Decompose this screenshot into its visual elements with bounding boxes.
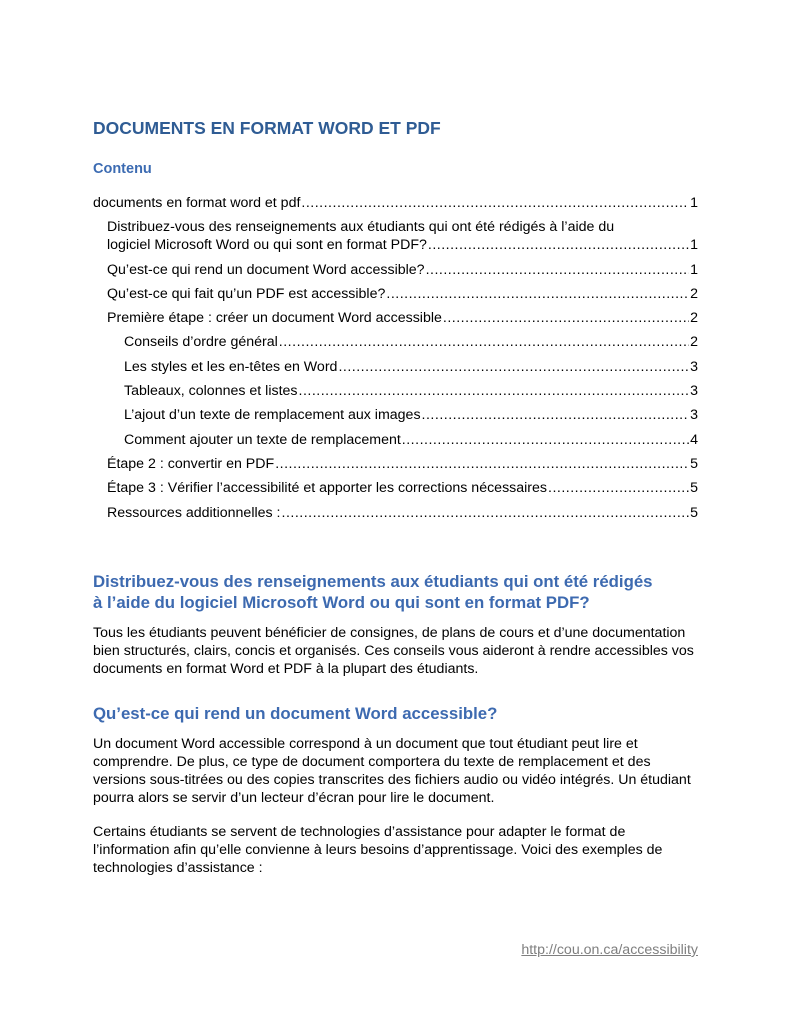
toc-page-number: 3	[690, 358, 698, 375]
toc-entry-styles[interactable]	[124, 358, 698, 376]
toc-leader-dots	[422, 406, 690, 424]
toc-entry-text: Étape 3 : Vérifier l’accessibilité et apporter les corrections nécessaires	[107, 480, 548, 497]
toc-entry-word-accessible[interactable]	[107, 261, 698, 279]
toc-entry-text: Conseils d’ordre général	[124, 334, 278, 351]
toc-leader-dots	[338, 358, 689, 376]
toc-entry-text: logiciel Microsoft Word ou qui sont en format PDF?	[107, 237, 427, 254]
toc-entry-tableaux[interactable]	[124, 382, 698, 400]
toc-entry-text: Comment ajouter un texte de remplacement	[124, 431, 401, 448]
toc-leader-dots	[402, 431, 689, 449]
toc-leader-dots	[301, 194, 689, 212]
section-paragraph: Un document Word accessible correspond à un document que tout étudiant peut lire et comprendre. De plus, ce type de document comportera du texte de remplacement et des versions sous-titrées ou des copies transcrites des fichiers audio ou vidéo intégrés. Un étudiant pourra alors se servir d’un lecteur d’écran pour lire le document.	[93, 736, 691, 806]
toc-leader-dots	[428, 236, 689, 254]
footer-accessibility-link[interactable]: http://cou.on.ca/accessibility	[521, 942, 698, 958]
toc-entry-text-line1: Distribuez-vous des renseignements aux étudiants qui ont été rédigés à l’aide du	[107, 219, 615, 236]
toc-entry-etape-2[interactable]	[107, 455, 698, 473]
toc-page-number: 3	[690, 383, 698, 400]
section-heading-word-accessible: Qu’est-ce qui rend un document Word accessible?	[93, 704, 498, 723]
toc-leader-dots	[443, 309, 689, 327]
toc-entry-text: Qu’est-ce qui rend un document Word accessible?	[107, 261, 425, 278]
section-paragraph: Tous les étudiants peuvent bénéficier de consignes, de plans de cours et d’une documentation bien structurés, clairs, concis et organisés. Ces conseils vous aideront à rendre accessibles vos documents en format Word et PDF à la plupart des étudiants.	[93, 625, 694, 677]
toc-page-number: 1	[690, 237, 698, 254]
toc-entry-text: Première étape : créer un document Word accessible	[107, 310, 442, 327]
toc-leader-dots	[548, 479, 689, 497]
toc-entry-text: documents en format word et pdf	[93, 195, 301, 211]
toc-entry-text: Ressources additionnelles :	[107, 504, 281, 521]
toc-entry-documents[interactable]	[93, 194, 698, 212]
toc-page-number: 2	[690, 334, 698, 351]
section-heading-distribuez	[93, 571, 713, 613]
toc-page-number: 4	[690, 431, 698, 448]
toc-page-number: 3	[690, 407, 698, 424]
toc-entry-pdf-accessible[interactable]	[107, 285, 698, 303]
toc-page-number: 5	[690, 504, 698, 521]
section-heading-line: Distribuez-vous des renseignements aux étudiants qui ont été rédigés	[93, 572, 653, 591]
toc-leader-dots	[275, 455, 689, 473]
toc-leader-dots	[299, 382, 690, 400]
toc-entry-text: Les styles et les en-têtes en Word	[124, 358, 338, 375]
toc-leader-dots	[282, 504, 690, 522]
toc-entry-text: Tableaux, colonnes et listes	[124, 383, 298, 400]
toc-leader-dots	[279, 333, 689, 351]
toc-page-number: 2	[690, 310, 698, 327]
toc-entry-comment-ajouter[interactable]	[124, 431, 698, 449]
section-heading-line: à l’aide du logiciel Microsoft Word ou qui sont en format PDF?	[93, 593, 590, 612]
toc-entry-text: L’ajout d’un texte de remplacement aux images	[124, 407, 421, 424]
toc-entry-distribuez[interactable]	[107, 218, 698, 254]
table-of-contents	[93, 194, 698, 528]
toc-leader-dots	[426, 261, 690, 279]
document-title: DOCUMENTS EN FORMAT WORD ET PDF	[93, 118, 441, 138]
toc-entry-ressources[interactable]	[107, 504, 698, 522]
toc-heading: Contenu	[93, 161, 152, 177]
toc-page-number: 5	[690, 480, 698, 497]
toc-entry-text: Étape 2 : convertir en PDF	[107, 455, 275, 472]
section-paragraph: Certains étudiants se servent de technologies d’assistance pour adapter le format de l’information afin qu’elle convienne à leurs besoins d’apprentissage. Voici des exemples de technologies d’assistance :	[93, 824, 663, 876]
toc-entry-etape-3[interactable]	[107, 479, 698, 497]
toc-entry-ajout-texte[interactable]	[124, 406, 698, 424]
toc-page-number: 5	[690, 455, 698, 472]
toc-entry-premiere-etape[interactable]	[107, 309, 698, 327]
toc-leader-dots	[386, 285, 689, 303]
toc-entry-conseils[interactable]	[124, 333, 698, 351]
toc-page-number: 2	[690, 285, 698, 302]
toc-entry-text: Qu’est-ce qui fait qu’un PDF est accessible?	[107, 285, 386, 302]
toc-page-number: 1	[690, 195, 698, 211]
toc-page-number: 1	[690, 261, 698, 278]
